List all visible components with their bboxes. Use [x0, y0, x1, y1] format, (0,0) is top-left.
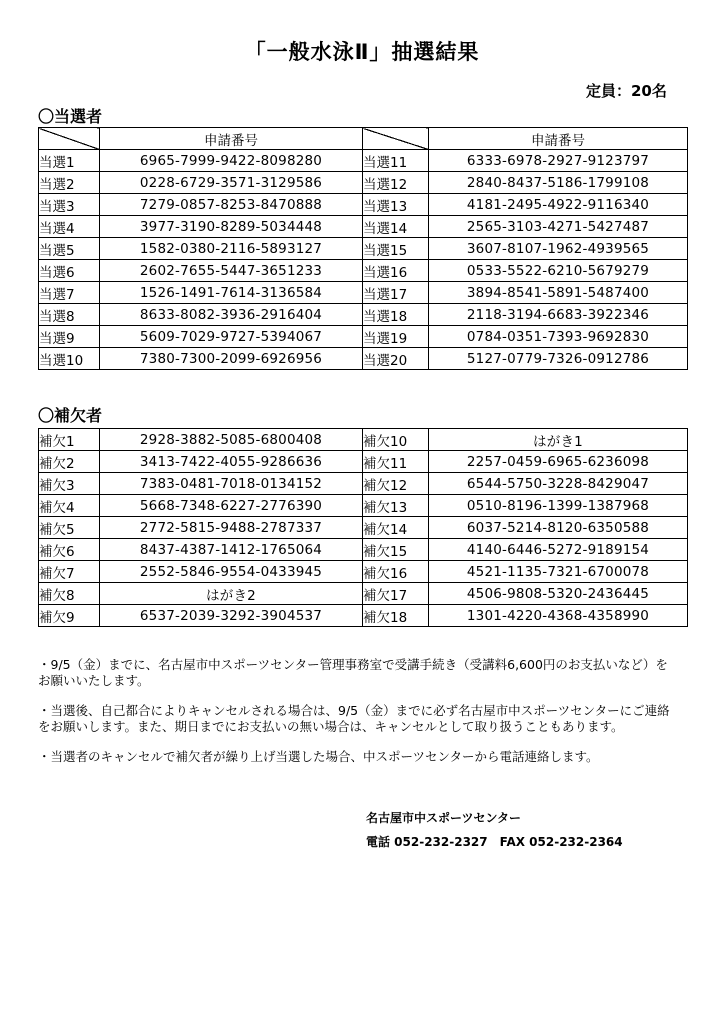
application-number: 6544-5750-3228-8429047 [429, 473, 688, 495]
application-number-header: 申請番号 [100, 128, 363, 150]
application-number: 4521-1135-7321-6700078 [429, 561, 688, 583]
row-label: 補欠4 [39, 495, 100, 517]
application-number: 3977-3190-8289-5034448 [100, 216, 363, 238]
row-label: 補欠3 [39, 473, 100, 495]
application-number: はがき1 [429, 429, 688, 451]
row-label: 当選18 [363, 304, 429, 326]
winners-heading: 〇当選者 [38, 107, 103, 126]
winners-table [38, 127, 688, 370]
application-number: 6037-5214-8120-6350588 [429, 517, 688, 539]
notes-section [38, 657, 678, 779]
row-label: 当選15 [363, 238, 429, 260]
winners-header-row [39, 128, 688, 150]
contact-block [366, 806, 635, 854]
row-label: 補欠1 [39, 429, 100, 451]
row-label: 当選5 [39, 238, 100, 260]
row-label: 当選20 [363, 348, 429, 370]
application-number: 1301-4220-4368-4358990 [429, 605, 688, 627]
table-row [39, 150, 688, 172]
application-number: 0228-6729-3571-3129586 [100, 172, 363, 194]
application-number: 4181-2495-4922-9116340 [429, 194, 688, 216]
row-label: 当選14 [363, 216, 429, 238]
row-label: 補欠15 [363, 539, 429, 561]
capacity-label: 定員：20名 [586, 82, 667, 100]
application-number: 1582-0380-2116-5893127 [100, 238, 363, 260]
row-label: 当選12 [363, 172, 429, 194]
application-number: 3413-7422-4055-9286636 [100, 451, 363, 473]
application-number: 5668-7348-6227-2776390 [100, 495, 363, 517]
note-payment-deadline: ・9/5（金）までに、名古屋市中スポーツセンター管理事務室で受講手続き（受講料6,600円のお支払いなど）をお願いいたします。 [38, 657, 668, 688]
application-number: 6537-2039-3292-3904537 [100, 605, 363, 627]
application-number: 3894-8541-5891-5487400 [429, 282, 688, 304]
row-label: 補欠9 [39, 605, 100, 627]
application-number: 8437-4387-1412-1765064 [100, 539, 363, 561]
note-cancellation: ・当選後、自己都合によりキャンセルされる場合は、9/5（金）までに必ず名古屋市中スポーツセンターにご連絡をお願いします。また、期日までにお支払いの無い場合は、キャンセルとして取り扱うこともあります。 [38, 703, 670, 734]
table-row [39, 495, 688, 517]
row-label: 当選10 [39, 348, 100, 370]
row-label: 当選11 [363, 150, 429, 172]
table-row [39, 473, 688, 495]
application-number: 0533-5522-6210-5679279 [429, 260, 688, 282]
row-label: 当選4 [39, 216, 100, 238]
row-label: 補欠16 [363, 561, 429, 583]
row-label: 当選16 [363, 260, 429, 282]
diagonal-corner-cell [363, 128, 429, 150]
row-label: 補欠17 [363, 583, 429, 605]
organization-name: 名古屋市中スポーツセンター [366, 811, 522, 825]
application-number: 2928-3882-5085-6800408 [100, 429, 363, 451]
row-label: 補欠14 [363, 517, 429, 539]
table-row [39, 348, 688, 370]
table-row [39, 238, 688, 260]
application-number: 2552-5846-9554-0433945 [100, 561, 363, 583]
application-number: 0784-0351-7393-9692830 [429, 326, 688, 348]
table-row [39, 561, 688, 583]
row-label: 当選17 [363, 282, 429, 304]
application-number-header: 申請番号 [429, 128, 688, 150]
row-label: 補欠7 [39, 561, 100, 583]
table-row [39, 583, 688, 605]
table-row [39, 539, 688, 561]
application-number: 5609-7029-9727-5394067 [100, 326, 363, 348]
table-row [39, 517, 688, 539]
application-number: 4140-6446-5272-9189154 [429, 539, 688, 561]
table-row [39, 451, 688, 473]
application-number: 2772-5815-9488-2787337 [100, 517, 363, 539]
application-number: 2257-0459-6965-6236098 [429, 451, 688, 473]
application-number: 0510-8196-1399-1387968 [429, 495, 688, 517]
row-label: 当選8 [39, 304, 100, 326]
page-title: 「一般水泳Ⅱ」抽選結果 [244, 40, 480, 64]
row-label: 当選7 [39, 282, 100, 304]
diagonal-corner-cell [39, 128, 100, 150]
row-label: 当選9 [39, 326, 100, 348]
row-label: 補欠8 [39, 583, 100, 605]
row-label: 補欠12 [363, 473, 429, 495]
row-label: 当選3 [39, 194, 100, 216]
row-label: 当選13 [363, 194, 429, 216]
table-row [39, 605, 688, 627]
row-label: 補欠2 [39, 451, 100, 473]
row-label: 当選1 [39, 150, 100, 172]
table-row [39, 429, 688, 451]
table-row [39, 326, 688, 348]
note-substitute-promotion: ・当選者のキャンセルで補欠者が繰り上げ当選した場合、中スポーツセンターから電話連絡します。 [38, 749, 599, 764]
table-row [39, 304, 688, 326]
contact-numbers [366, 830, 635, 854]
application-number: 2565-3103-4271-5427487 [429, 216, 688, 238]
phone-number: 電話 052-232-2327 [366, 835, 488, 849]
row-label: 補欠6 [39, 539, 100, 561]
table-row [39, 216, 688, 238]
application-number: 7380-7300-2099-6926956 [100, 348, 363, 370]
application-number: 2118-3194-6683-3922346 [429, 304, 688, 326]
application-number: 2602-7655-5447-3651233 [100, 260, 363, 282]
fax-number: FAX 052-232-2364 [499, 835, 623, 849]
row-label: 補欠5 [39, 517, 100, 539]
substitutes-table [38, 428, 688, 627]
row-label: 補欠13 [363, 495, 429, 517]
row-label: 補欠11 [363, 451, 429, 473]
application-number: はがき2 [100, 583, 363, 605]
row-label: 補欠10 [363, 429, 429, 451]
row-label: 当選2 [39, 172, 100, 194]
table-row [39, 172, 688, 194]
application-number: 3607-8107-1962-4939565 [429, 238, 688, 260]
application-number: 5127-0779-7326-0912786 [429, 348, 688, 370]
table-row [39, 194, 688, 216]
application-number: 4506-9808-5320-2436445 [429, 583, 688, 605]
application-number: 2840-8437-5186-1799108 [429, 172, 688, 194]
row-label: 補欠18 [363, 605, 429, 627]
application-number: 8633-8082-3936-2916404 [100, 304, 363, 326]
application-number: 1526-1491-7614-3136584 [100, 282, 363, 304]
table-row [39, 282, 688, 304]
application-number: 6965-7999-9422-8098280 [100, 150, 363, 172]
application-number: 7279-0857-8253-8470888 [100, 194, 363, 216]
table-row [39, 260, 688, 282]
application-number: 6333-6978-2927-9123797 [429, 150, 688, 172]
row-label: 当選6 [39, 260, 100, 282]
substitutes-heading: 〇補欠者 [38, 406, 103, 425]
row-label: 当選19 [363, 326, 429, 348]
application-number: 7383-0481-7018-0134152 [100, 473, 363, 495]
